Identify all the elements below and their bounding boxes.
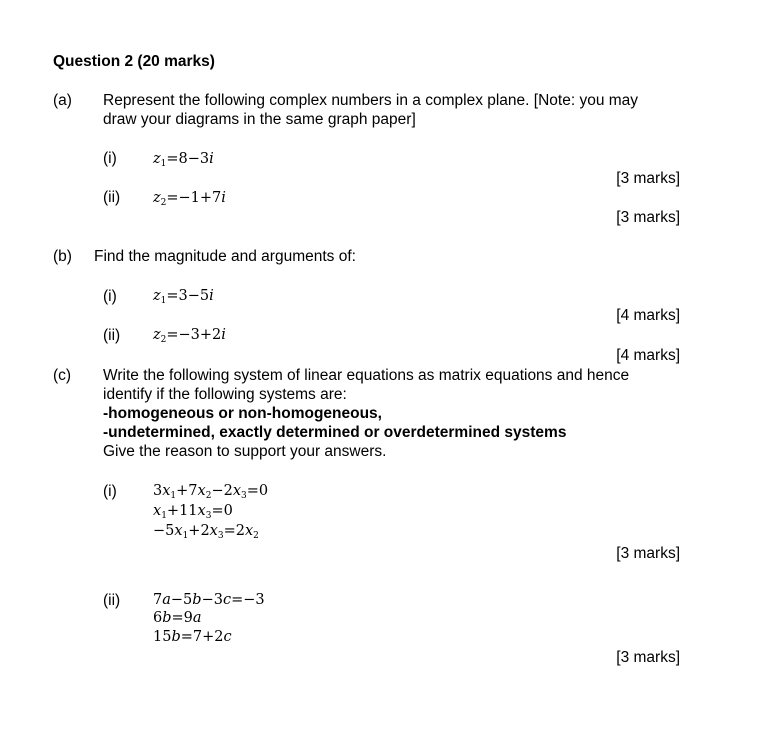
part-b-ii-marks: [4 marks] xyxy=(616,347,680,364)
part-a-i-equation: $z_1=8-3i$ xyxy=(153,151,214,169)
part-b-i-label: (i) xyxy=(103,288,117,305)
part-c-label: (c) xyxy=(53,367,72,384)
part-a-i-marks: [3 marks] xyxy=(616,170,680,187)
part-b-i-equation: $z_1=3-5i$ xyxy=(153,288,214,306)
part-b-text: Find the magnitude and arguments of: xyxy=(94,248,356,265)
part-c-ii-equation-2: 6b=9a xyxy=(153,610,202,626)
part-c-i-equation-1: $3x_1+7x_2-2x_3=0$ xyxy=(153,483,269,501)
part-c-text-line2: identify if the following systems are: xyxy=(103,386,347,403)
part-c-i-label: (i) xyxy=(103,483,117,500)
part-c-text-line1: Write the following system of linear equations as matrix equations and hence xyxy=(103,367,630,384)
part-c-ii-equation-3: 15b=7+2c xyxy=(153,629,232,645)
part-c-i-marks: [3 marks] xyxy=(616,545,680,562)
part-b-i-marks: [4 marks] xyxy=(616,307,680,324)
part-a-text-line2: draw your diagrams in the same graph paper] xyxy=(103,111,416,128)
part-a-i-label: (i) xyxy=(103,150,117,167)
part-c-criterion-1: -homogeneous or non-homogeneous, xyxy=(103,405,382,422)
part-b-label: (b) xyxy=(53,248,72,265)
part-a-ii-label: (ii) xyxy=(103,189,121,206)
part-a-text-line1: Represent the following complex numbers in a complex plane. [Note: you may xyxy=(103,92,639,109)
part-c-i-equation-3: $-5x_1+2x_3=2x_2$ xyxy=(153,523,259,541)
part-c-ii-marks: [3 marks] xyxy=(616,649,680,666)
part-c-text-line3: Give the reason to support your answers. xyxy=(103,443,387,460)
part-c-ii-label: (ii) xyxy=(103,592,121,609)
part-a-label: (a) xyxy=(53,92,72,109)
part-a-ii-marks: [3 marks] xyxy=(616,209,680,226)
question-title: Question 2 (20 marks) xyxy=(53,53,215,70)
part-c-criterion-2: -undetermined, exactly determined or overdetermined systems xyxy=(103,424,567,441)
part-b-ii-equation: $z_2=-3+2i$ xyxy=(153,327,226,345)
part-c-i-equation-2: $x_1+11x_3=0$ xyxy=(153,503,233,521)
part-b-ii-label: (ii) xyxy=(103,327,121,344)
part-c-ii-equation-1: 7a−5b−3c=−3 xyxy=(153,592,265,608)
part-a-ii-equation: $z_2=-1+7i$ xyxy=(153,190,226,208)
